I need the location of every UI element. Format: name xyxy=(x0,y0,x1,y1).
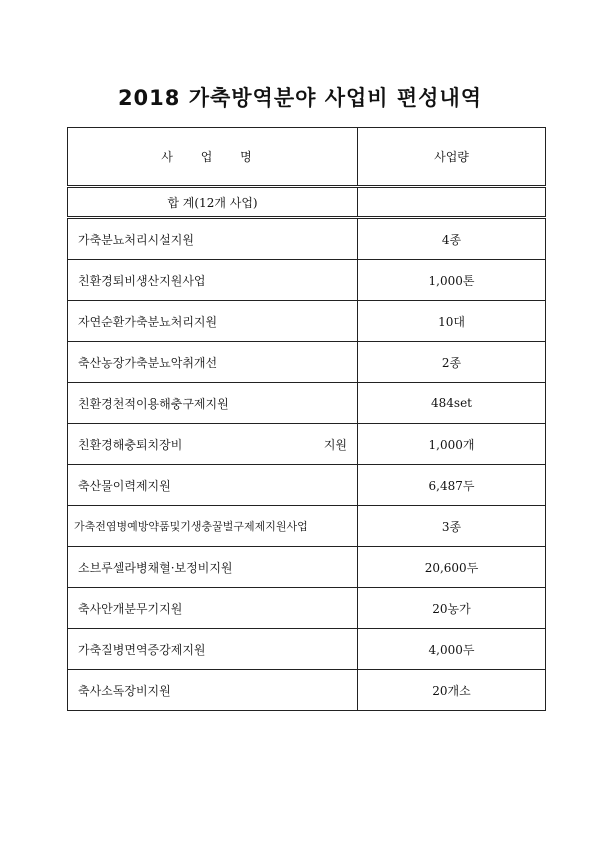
project-amount: 1,000톤 xyxy=(358,260,546,301)
total-row xyxy=(68,187,546,218)
project-name: 축사안개분무기지원 xyxy=(68,588,358,629)
total-label: 합 계(12개 사업) xyxy=(68,187,358,218)
project-name: 가축질병면역증강제지원 xyxy=(68,629,358,670)
table-row xyxy=(68,260,546,301)
project-amount: 1,000개 xyxy=(358,424,546,465)
total-amount xyxy=(358,187,546,218)
table-row xyxy=(68,465,546,506)
header-project-amount-label: 사업량 xyxy=(434,150,469,164)
table-header-row xyxy=(68,128,546,187)
project-amount: 2종 xyxy=(358,342,546,383)
budget-table xyxy=(67,127,546,711)
project-name: 소브루셀라병채혈·보정비지원 xyxy=(68,547,358,588)
project-amount: 4종 xyxy=(358,218,546,260)
table-row xyxy=(68,629,546,670)
header-project-name-label: 사 업 명 xyxy=(161,150,264,164)
project-amount: 20개소 xyxy=(358,670,546,711)
header-project-amount xyxy=(358,128,546,187)
project-amount: 20,600두 xyxy=(358,547,546,588)
table-row xyxy=(68,547,546,588)
project-name: 가축분뇨처리시설지원 xyxy=(68,218,358,260)
project-amount: 6,487두 xyxy=(358,465,546,506)
project-amount: 20농가 xyxy=(358,588,546,629)
project-name: 친환경퇴비생산지원사업 xyxy=(68,260,358,301)
project-name: 축산물이력제지원 xyxy=(68,465,358,506)
project-name: 친환경천적이용해충구제지원 xyxy=(68,383,358,424)
table-row xyxy=(68,588,546,629)
project-amount: 10대 xyxy=(358,301,546,342)
table-row xyxy=(68,424,546,465)
project-name: 축산농장가축분뇨악취개선 xyxy=(68,342,358,383)
project-name: 축사소독장비지원 xyxy=(68,670,358,711)
project-amount: 3종 xyxy=(358,506,546,547)
budget-table-container xyxy=(67,127,545,711)
project-name: 자연순환가축분뇨처리지원 xyxy=(68,301,358,342)
project-amount: 4,000두 xyxy=(358,629,546,670)
document-title: 2018 가축방역분야 사업비 편성내역 xyxy=(117,86,483,110)
project-name: 친환경해충퇴치장비 지원 xyxy=(68,424,358,465)
header-project-name xyxy=(68,128,358,187)
table-row xyxy=(68,506,546,547)
table-row xyxy=(68,383,546,424)
project-name: 가축전염병예방약품및기생충꿀벌구제제지원사업 xyxy=(68,506,358,547)
project-amount: 484set xyxy=(358,383,546,424)
table-row xyxy=(68,218,546,260)
table-row xyxy=(68,670,546,711)
table-row xyxy=(68,342,546,383)
table-row xyxy=(68,301,546,342)
